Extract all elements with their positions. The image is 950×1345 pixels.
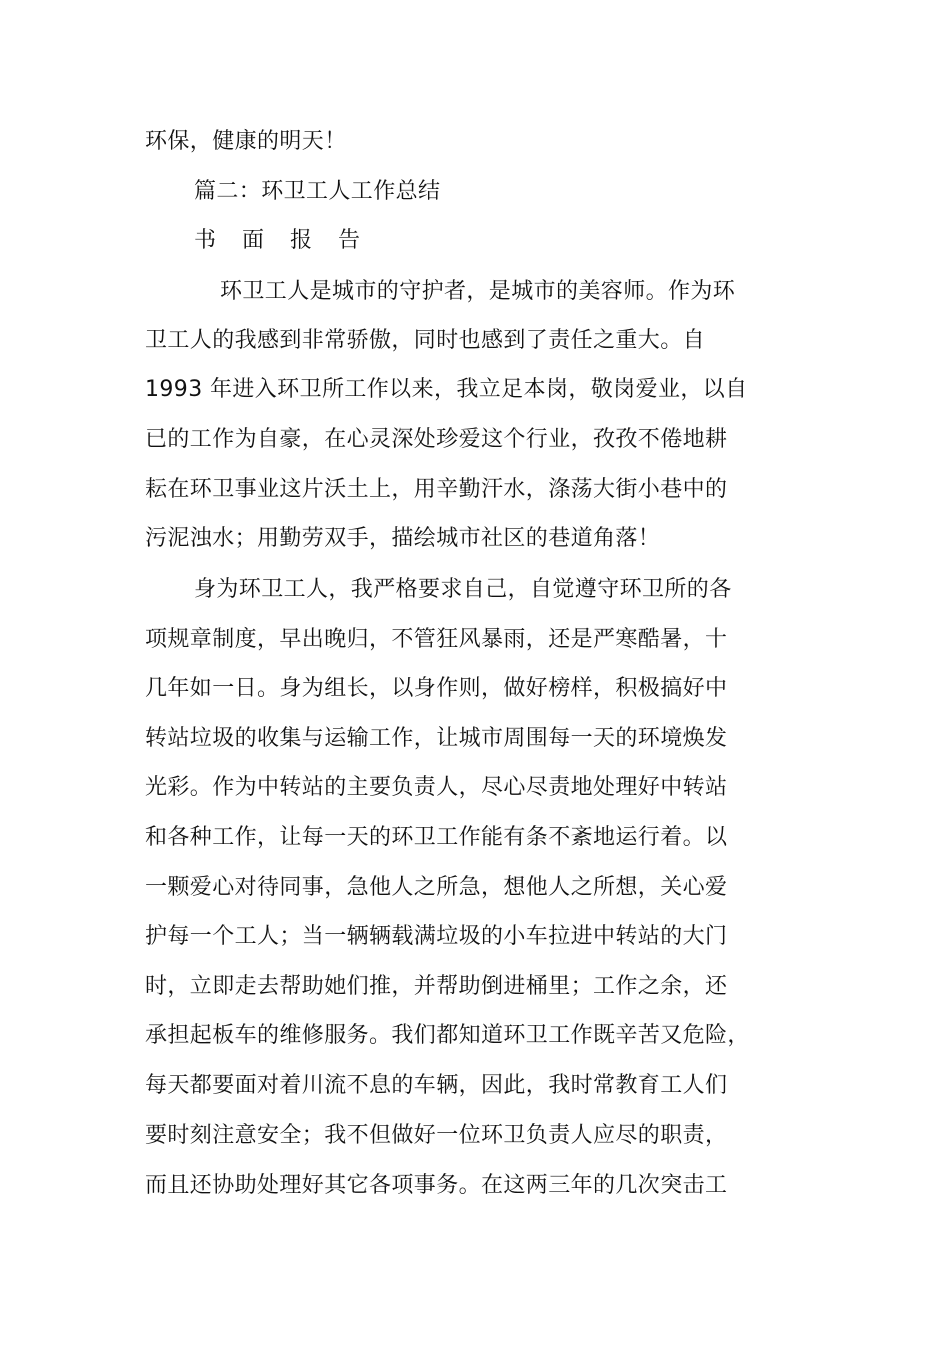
text-line: 几年如一日。身为组长，以身作则，做好榜样，积极搞好中 — [145, 676, 728, 701]
text-line: 身为环卫工人，我严格要求自己，自觉遵守环卫所的各 — [194, 577, 732, 602]
text-line: 和各种工作，让每一天的环卫工作能有条不紊地运行着。以 — [145, 825, 728, 850]
text-line: 环卫工人是城市的守护者，是城市的美容师。作为环 — [220, 279, 736, 304]
text-line: 1993 年进入环卫所工作以来，我立足本岗，敬岗爱业，以自 — [145, 377, 748, 402]
report-heading-char: 书 — [194, 228, 217, 253]
text-line: 时，立即走去帮助她们推，并帮助倒进桶里；工作之余，还 — [145, 974, 728, 999]
text-line: 每天都要面对着川流不息的车辆，因此，我时常教育工人们 — [145, 1073, 728, 1098]
text-line: 污泥浊水；用勤劳双手，描绘城市社区的巷道角落！ — [145, 526, 661, 551]
text-line: 护每一个工人；当一辆辆载满垃圾的小车拉进中转站的大门 — [145, 924, 728, 949]
text-line: 卫工人的我感到非常骄傲，同时也感到了责任之重大。自 — [145, 328, 706, 353]
report-heading — [194, 226, 386, 256]
report-heading-char: 告 — [338, 228, 361, 253]
text-line: 项规章制度，早出晚归，不管狂风暴雨，还是严寒酷暑，十 — [145, 627, 728, 652]
report-heading-char: 面 — [242, 228, 265, 253]
text-line: 而且还协助处理好其它各项事务。在这两三年的几次突击工 — [145, 1173, 728, 1198]
text-line: 承担起板车的维修服务。我们都知道环卫工作既辛苦又危险， — [145, 1023, 750, 1048]
text-line: 光彩。作为中转站的主要负责人，尽心尽责地处理好中转站 — [145, 775, 728, 800]
report-heading-char: 报 — [290, 228, 313, 253]
text-line: 一颗爱心对待同事，急他人之所急，想他人之所想，关心爱 — [145, 875, 728, 900]
section-heading: 篇二：环卫工人工作总结 — [194, 179, 441, 204]
text-line: 转站垃圾的收集与运输工作，让城市周围每一天的环境焕发 — [145, 726, 728, 751]
text-line: 已的工作为自豪，在心灵深处珍爱这个行业，孜孜不倦地耕 — [145, 427, 728, 452]
text-line: 耘在环卫事业这片沃土上，用辛勤汗水，涤荡大街小巷中的 — [145, 477, 728, 502]
text-line: 要时刻注意安全；我不但做好一位环卫负责人应尽的职责， — [145, 1123, 728, 1148]
text-line: 环保，健康的明天！ — [145, 129, 347, 154]
